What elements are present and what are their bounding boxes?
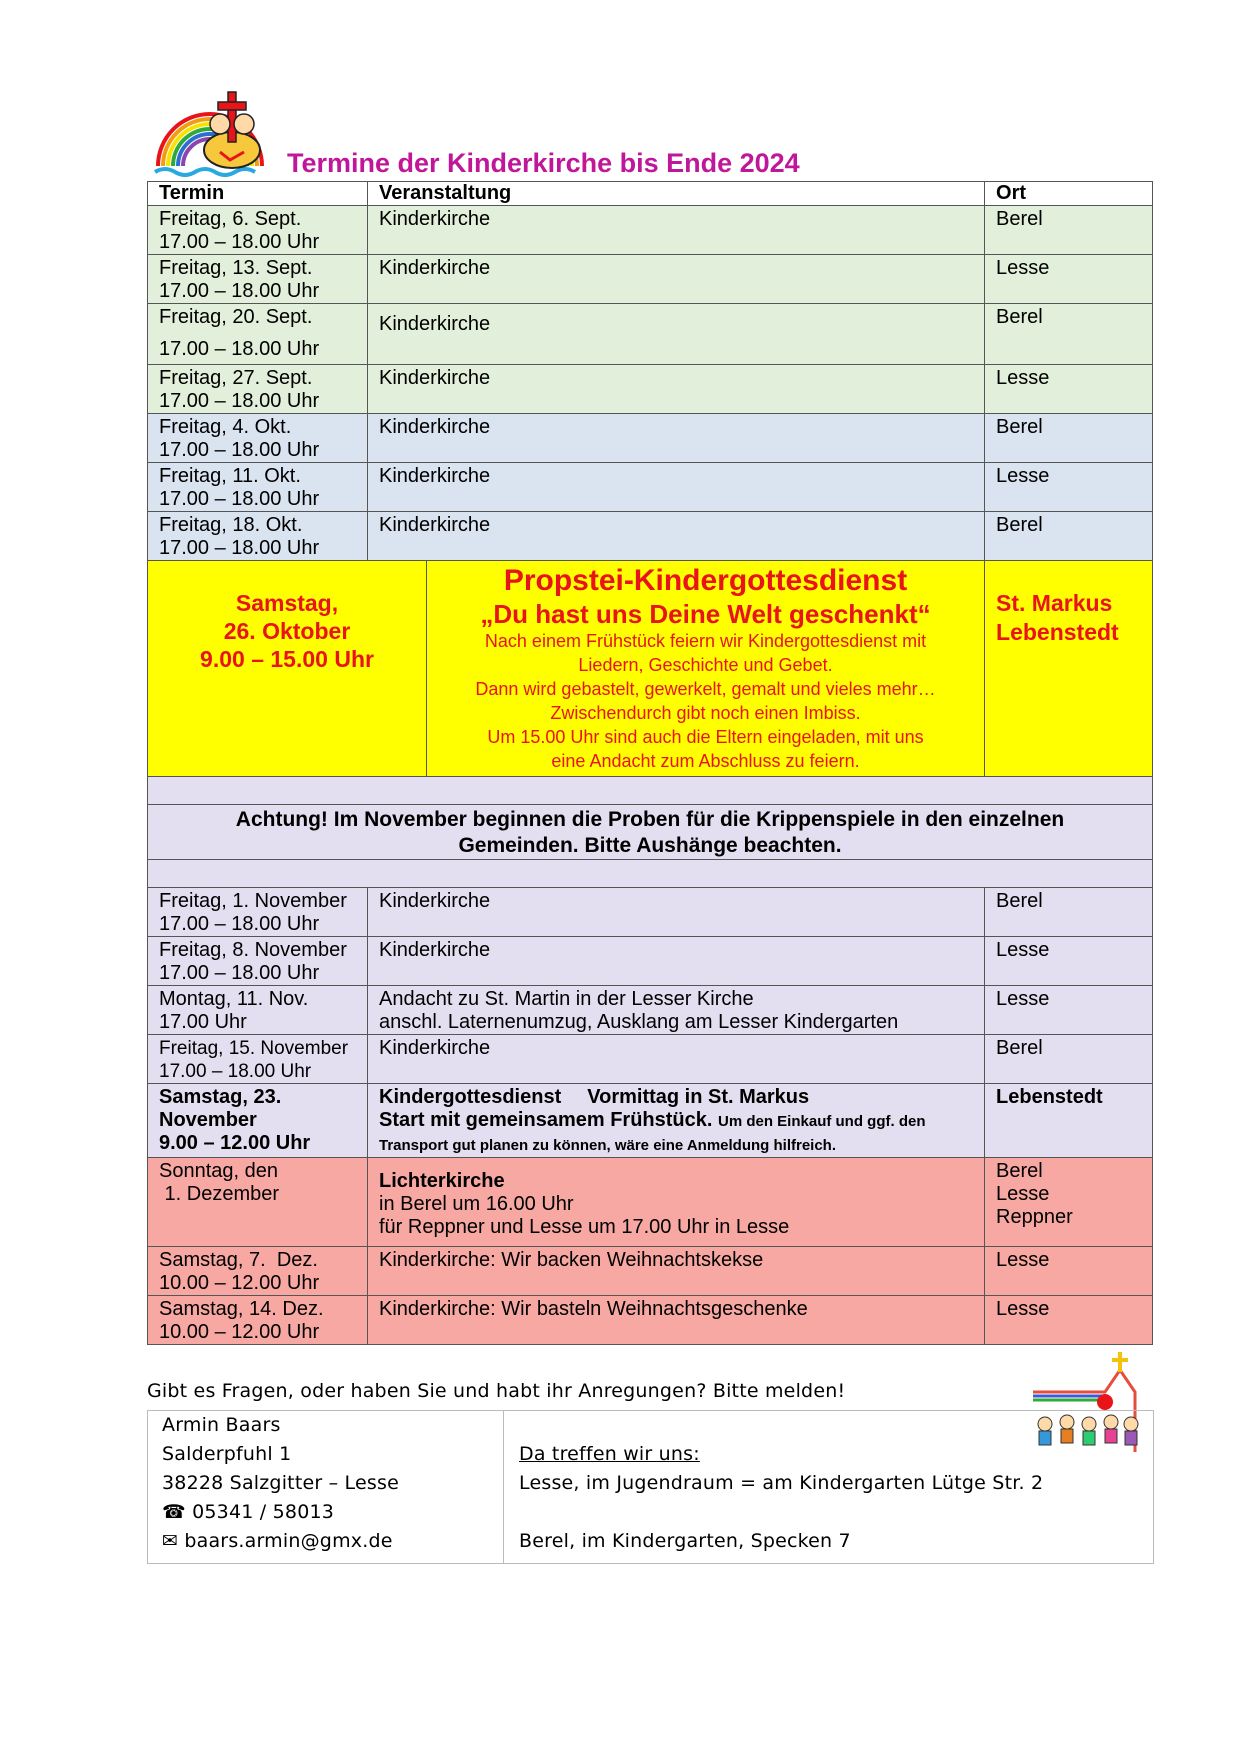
table-row — [148, 1158, 1153, 1247]
date-text: Freitag, 18. Okt. — [159, 514, 303, 536]
event-cell: Kinderkirche — [368, 255, 985, 304]
contact-address — [148, 1411, 504, 1563]
date-cell — [148, 888, 368, 937]
page-title: Termine der Kinderkirche bis Ende 2024 — [287, 148, 800, 178]
contact-phone: ☎ 05341 / 58013 — [162, 1501, 335, 1523]
date-cell — [148, 1035, 368, 1084]
date-text: Freitag, 27. Sept. — [159, 367, 313, 389]
special-text-line: Um 15.00 Uhr sind auch die Eltern eingeladen, mit uns — [487, 727, 924, 747]
special-subheading: „Du hast uns Deine Welt geschenkt“ — [480, 599, 931, 629]
place-cell: Lesse — [985, 986, 1153, 1035]
contact-email: ✉ baars.armin@gmx.de — [162, 1530, 393, 1552]
place-cell — [985, 1158, 1153, 1247]
spacer-cell — [148, 860, 1153, 888]
date-text: Freitag, 8. November — [159, 939, 347, 961]
place-cell: Berel — [985, 512, 1153, 561]
special-text-line: Zwischendurch gibt noch einen Imbiss. — [550, 703, 861, 723]
date-cell — [148, 1296, 368, 1345]
event-cell — [368, 1158, 985, 1247]
event-line1: in Berel um 16.00 Uhr — [379, 1193, 574, 1215]
date-cell — [148, 1084, 368, 1158]
spacer-cell — [148, 777, 1153, 805]
meeting-heading: Da treffen wir uns: — [519, 1443, 700, 1465]
event-cell: Kinderkirche — [368, 1035, 985, 1084]
notice-cell — [148, 805, 1153, 860]
special-place-line1: St. Markus — [996, 590, 1113, 616]
event-note: Transport gut planen zu können, wäre eine Anmeldung hilfreich. — [379, 1137, 836, 1154]
event-cell — [368, 1084, 985, 1158]
time-text: 17.00 – 18.00 Uhr — [159, 1061, 312, 1082]
contact-box — [147, 1410, 1154, 1564]
date-cell — [148, 304, 368, 365]
special-place-line2: Lebenstedt — [996, 619, 1119, 645]
date-cell — [148, 1247, 368, 1296]
contact-name: Armin Baars — [162, 1414, 281, 1436]
blank-line — [505, 1498, 1153, 1527]
contact-city: 38228 Salzgitter – Lesse — [162, 1472, 399, 1494]
place-cell: Lesse — [985, 1247, 1153, 1296]
event-line1: Andacht zu St. Martin in der Lesser Kirche — [379, 988, 754, 1010]
event-cell: Kinderkirche — [368, 463, 985, 512]
spacer-row — [148, 777, 1153, 805]
time-text: 17.00 – 18.00 Uhr — [159, 280, 320, 302]
special-time: 9.00 – 15.00 Uhr — [200, 646, 374, 672]
time-text: 17.00 – 18.00 Uhr — [159, 231, 320, 253]
special-event-row — [148, 561, 1153, 777]
date-text: Freitag, 1. November — [159, 890, 347, 912]
place-cell: Lesse — [985, 365, 1153, 414]
date-text: Sonntag, den — [159, 1160, 278, 1182]
date-text: Freitag, 4. Okt. — [159, 416, 292, 438]
event-cell: Kinderkirche: Wir backen Weihnachtskekse — [368, 1247, 985, 1296]
place-cell: Berel — [985, 1035, 1153, 1084]
time-text: 17.00 – 18.00 Uhr — [159, 913, 320, 935]
date-cell — [148, 512, 368, 561]
place-cell: Lesse — [985, 255, 1153, 304]
time-text: 17.00 – 18.00 Uhr — [159, 338, 320, 360]
event-cell: Kinderkirche — [368, 414, 985, 463]
place-cell: Berel — [985, 888, 1153, 937]
time-text: 9.00 – 12.00 Uhr — [159, 1132, 311, 1154]
date-cell — [148, 365, 368, 414]
event-cell: Kinderkirche — [368, 365, 985, 414]
date-text: Freitag, 6. Sept. — [159, 208, 302, 230]
table-row — [148, 1035, 1153, 1084]
notice-row — [148, 805, 1153, 860]
header-termin: Termin — [148, 182, 368, 206]
place-cell: Lebenstedt — [985, 1084, 1153, 1158]
special-date-line1: Samstag, — [235, 590, 339, 616]
table-row — [148, 304, 1153, 365]
question-text: Gibt es Fragen, oder haben Sie und habt ihr Anregungen? Bitte melden! — [147, 1380, 846, 1402]
event-title: Lichterkirche — [379, 1170, 505, 1192]
contact-street: Salderpfuhl 1 — [162, 1443, 292, 1465]
date-text: Samstag, 7. Dez. — [159, 1249, 318, 1271]
special-date-line2: 26. Oktober — [223, 618, 351, 644]
event-cell: Kinderkirche — [368, 937, 985, 986]
table-row — [148, 937, 1153, 986]
time-text: 17.00 – 18.00 Uhr — [159, 390, 320, 412]
event-cell: Kinderkirche — [368, 888, 985, 937]
table-header-row — [148, 182, 1153, 206]
date-text: November — [159, 1109, 257, 1131]
event-line2: anschl. Laternenumzug, Ausklang am Lesser Kindergarten — [379, 1011, 899, 1033]
time-text: 17.00 – 18.00 Uhr — [159, 488, 320, 510]
place-text: Lesse — [996, 1183, 1050, 1205]
date-text: Freitag, 11. Okt. — [159, 465, 301, 487]
special-event-cell — [427, 561, 985, 777]
table-row — [148, 255, 1153, 304]
date-text: Freitag, 20. Sept. — [159, 306, 313, 328]
special-text-line: Liedern, Geschichte und Gebet. — [578, 655, 833, 675]
event-title: Kindergottesdienst — [379, 1086, 562, 1108]
special-text-line: eine Andacht zum Abschluss zu feiern. — [551, 751, 860, 771]
time-text: 17.00 Uhr — [159, 1011, 247, 1033]
kinderkirche-logo — [150, 80, 280, 180]
place-cell: Lesse — [985, 463, 1153, 512]
table-row — [148, 1247, 1153, 1296]
table-row — [148, 512, 1153, 561]
place-cell: Berel — [985, 304, 1153, 365]
date-text: Freitag, 13. Sept. — [159, 257, 313, 279]
blank-line — [505, 1411, 1153, 1440]
event-cell: Kinderkirche — [368, 304, 985, 365]
date-text: Samstag, 14. Dez. — [159, 1298, 324, 1320]
time-text: 17.00 – 18.00 Uhr — [159, 439, 320, 461]
table-row — [148, 986, 1153, 1035]
date-cell — [148, 463, 368, 512]
table-row — [148, 463, 1153, 512]
time-text: 17.00 – 18.00 Uhr — [159, 537, 320, 559]
place-cell: Lesse — [985, 937, 1153, 986]
special-text-line: Dann wird gebastelt, gewerkelt, gemalt und vieles mehr… — [475, 679, 936, 699]
header-veranstaltung: Veranstaltung — [368, 182, 985, 206]
place-text: Reppner — [996, 1206, 1073, 1228]
header-ort: Ort — [985, 182, 1153, 206]
time-text: 10.00 – 12.00 Uhr — [159, 1321, 320, 1343]
date-cell — [148, 414, 368, 463]
meeting-location-berel: Berel, im Kindergarten, Specken 7 — [519, 1530, 851, 1552]
table-row — [148, 206, 1153, 255]
notice-line2: Gemeinden. Bitte Aushänge beachten. — [458, 834, 842, 857]
table-row — [148, 1084, 1153, 1158]
date-cell — [148, 255, 368, 304]
event-note: Um den Einkauf und ggf. den — [718, 1113, 926, 1130]
special-text-line: Nach einem Frühstück feiern wir Kindergottesdienst mit — [484, 631, 927, 651]
date-text: 1. Dezember — [159, 1183, 280, 1205]
date-text: Montag, 11. Nov. — [159, 988, 309, 1010]
date-text: Freitag, 15. November — [159, 1038, 349, 1059]
notice-line1: Achtung! Im November beginnen die Proben für die Krippenspiele in den einzelnen — [235, 808, 1065, 831]
event-cell: Kinderkirche — [368, 206, 985, 255]
place-cell: Lesse — [985, 1296, 1153, 1345]
special-date-cell — [148, 561, 427, 777]
event-cell: Kinderkirche — [368, 512, 985, 561]
date-cell — [148, 937, 368, 986]
time-text: 17.00 – 18.00 Uhr — [159, 962, 320, 984]
place-cell: Berel — [985, 414, 1153, 463]
place-text: Berel — [996, 1160, 1043, 1182]
special-place-cell — [985, 561, 1153, 777]
event-line2: für Reppner und Lesse um 17.00 Uhr in Lesse — [379, 1216, 790, 1238]
meeting-places — [505, 1411, 1153, 1563]
event-subtitle: Vormittag in St. Markus — [587, 1086, 810, 1108]
event-cell — [368, 986, 985, 1035]
date-cell — [148, 206, 368, 255]
event-cell: Kinderkirche: Wir basteln Weihnachtsgeschenke — [368, 1296, 985, 1345]
time-text: 10.00 – 12.00 Uhr — [159, 1272, 320, 1294]
table-row — [148, 888, 1153, 937]
date-cell — [148, 986, 368, 1035]
table-row — [148, 365, 1153, 414]
table-row — [148, 1296, 1153, 1345]
schedule-table — [147, 181, 1153, 1345]
special-heading: Propstei-Kindergottesdienst — [503, 564, 908, 597]
spacer-row — [148, 860, 1153, 888]
meeting-location-lesse: Lesse, im Jugendraum = am Kindergarten Lütge Str. 2 — [519, 1472, 1044, 1494]
date-text: Samstag, 23. — [159, 1086, 282, 1108]
place-cell: Berel — [985, 206, 1153, 255]
date-cell — [148, 1158, 368, 1247]
table-row — [148, 414, 1153, 463]
event-line2: Start mit gemeinsamem Frühstück. — [379, 1109, 713, 1131]
